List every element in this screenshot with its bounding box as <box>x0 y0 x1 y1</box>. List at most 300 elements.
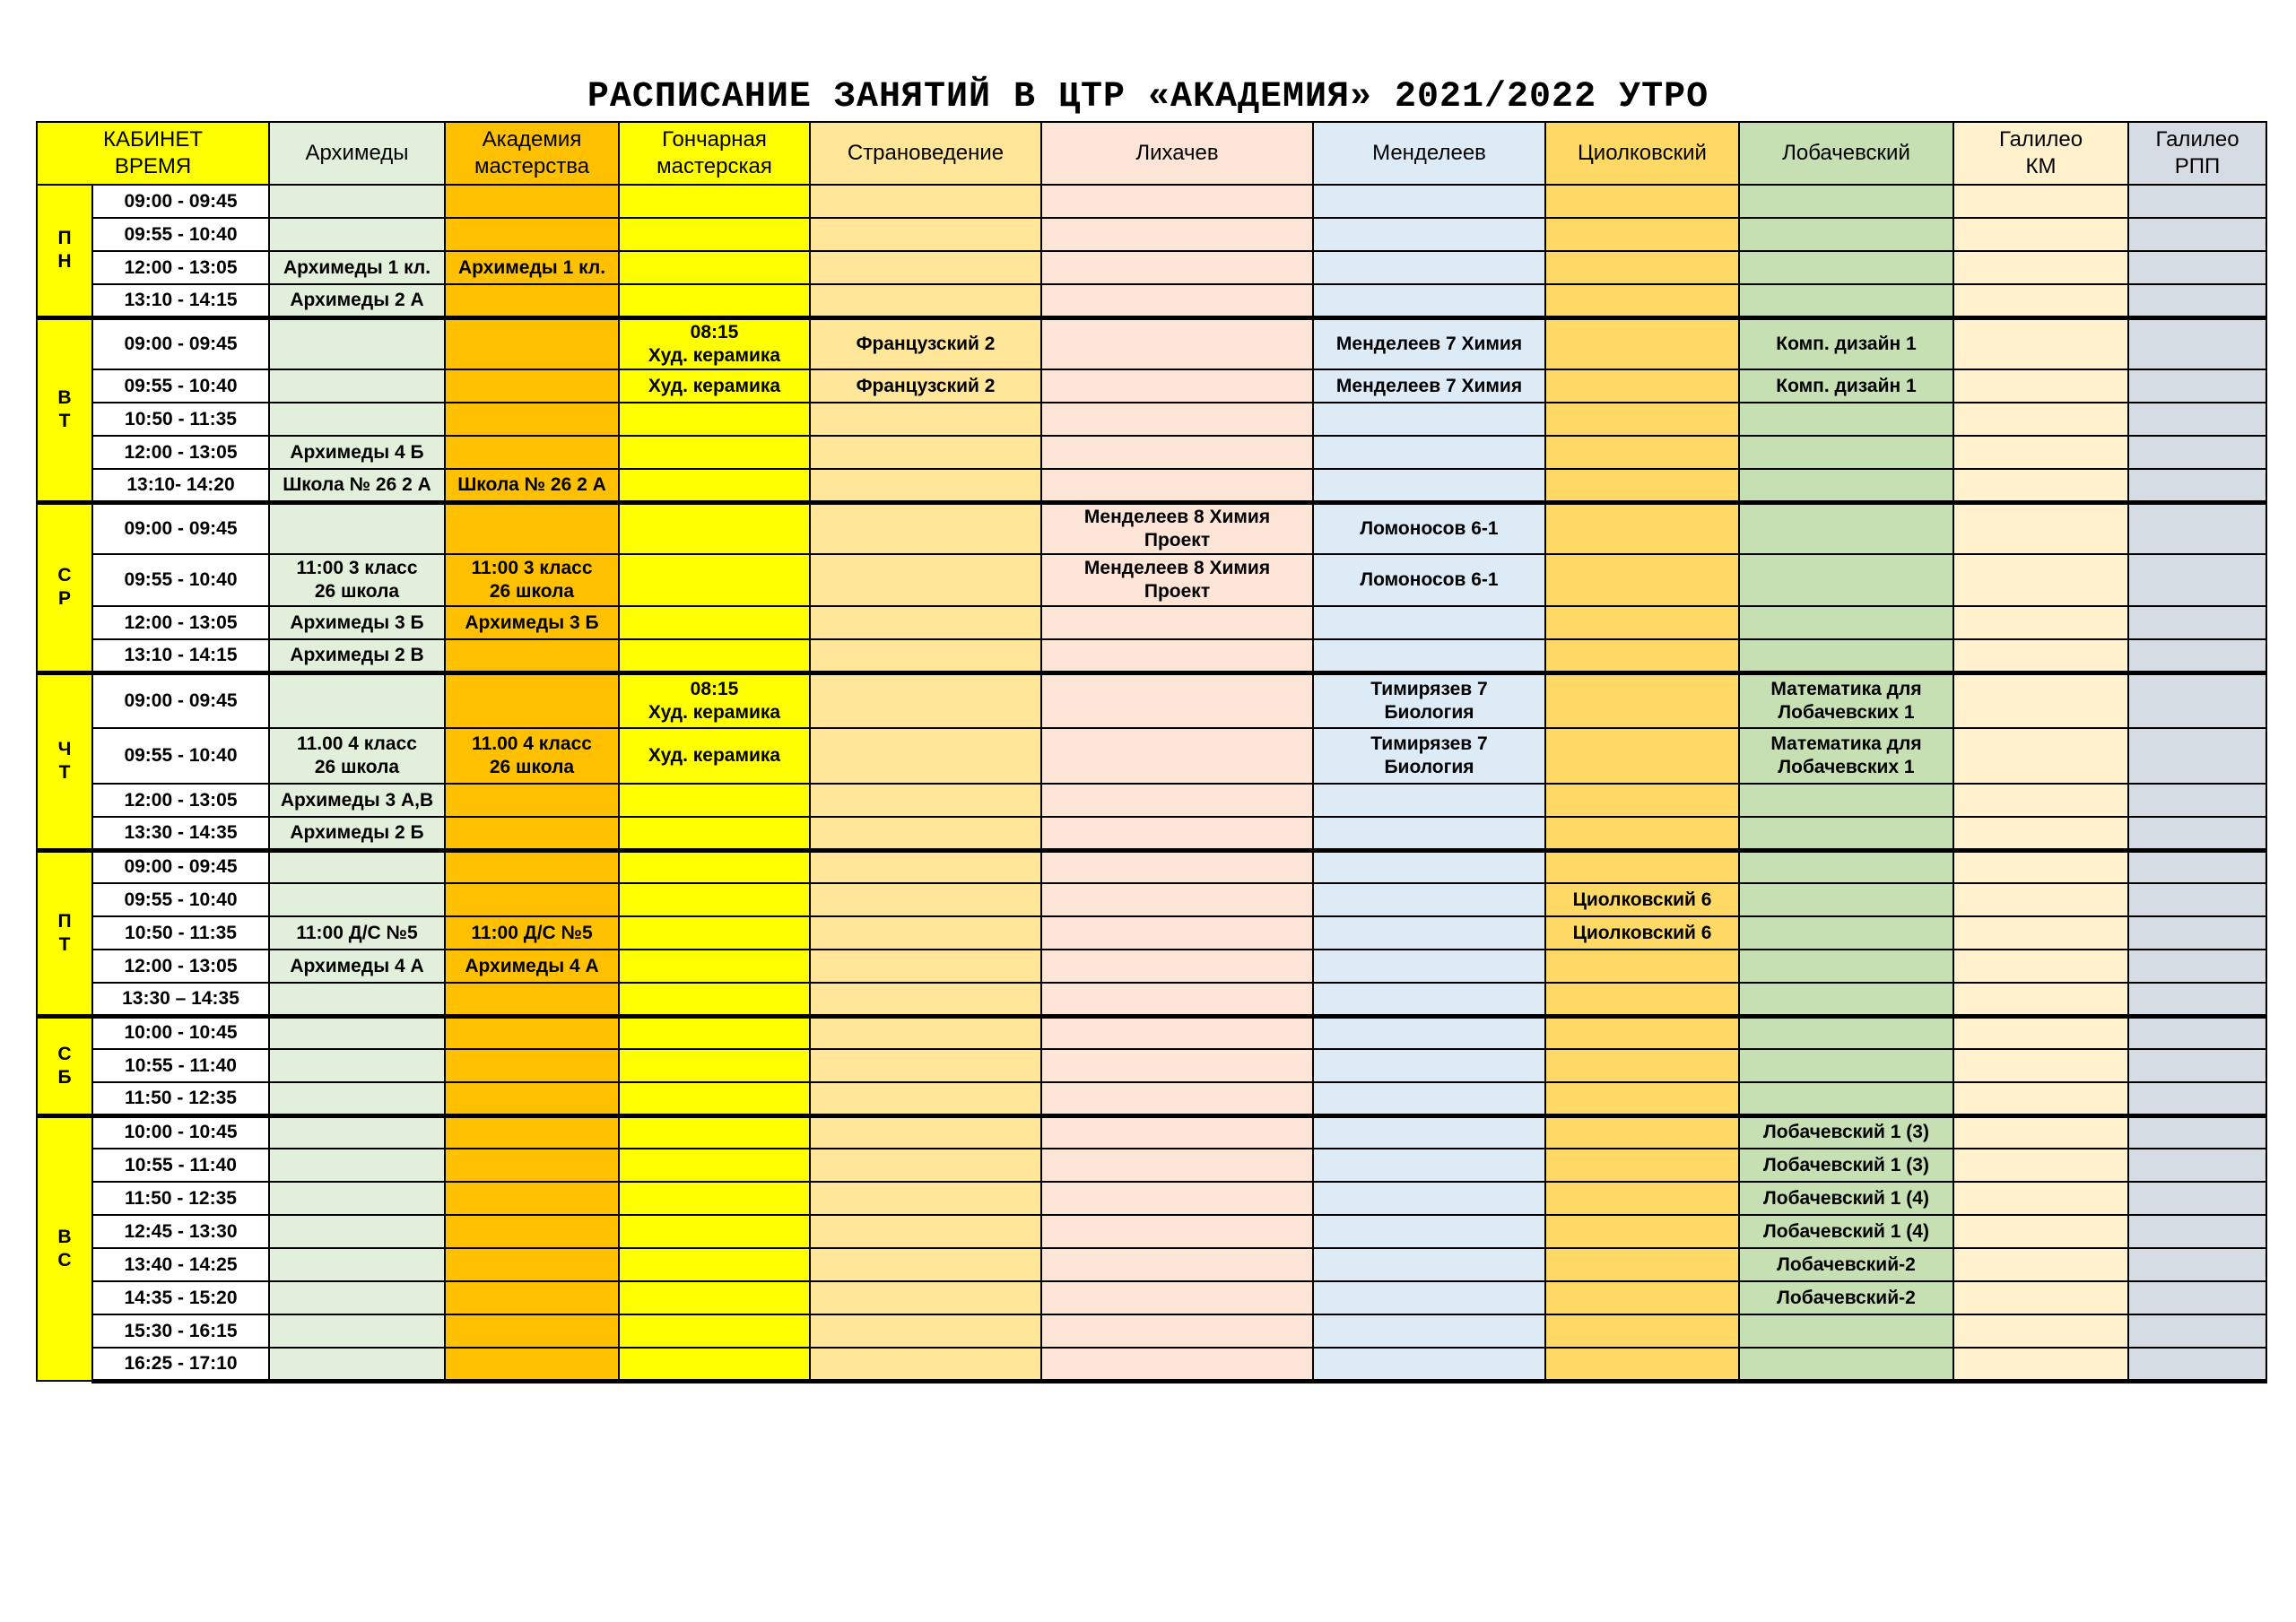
schedule-cell <box>619 1182 810 1215</box>
schedule-cell <box>619 1115 810 1149</box>
schedule-cell <box>1041 672 1313 728</box>
schedule-cell <box>1041 251 1313 284</box>
schedule-cell <box>269 1348 445 1381</box>
schedule-cell <box>2128 502 2266 554</box>
day-label <box>37 1115 92 1381</box>
time-slot: 13:30 - 14:35 <box>92 817 269 850</box>
schedule-cell <box>445 1182 619 1215</box>
schedule-cell <box>2128 185 2266 218</box>
schedule-cell: Лобачевский 1 (4) <box>1739 1215 1953 1248</box>
schedule-cell <box>445 369 619 403</box>
schedule-cell <box>2128 1348 2266 1381</box>
schedule-cell <box>269 1082 445 1115</box>
schedule-cell <box>1313 218 1545 251</box>
schedule-cell <box>1313 436 1545 469</box>
schedule-cell <box>1545 284 1739 317</box>
schedule-cell <box>1739 883 1953 916</box>
schedule-cell <box>1041 817 1313 850</box>
schedule-cell <box>810 983 1041 1016</box>
table-row <box>37 817 2266 850</box>
schedule-cell <box>1953 1049 2128 1082</box>
schedule-cell <box>2128 284 2266 317</box>
schedule-cell <box>269 403 445 436</box>
schedule-cell <box>445 317 619 369</box>
schedule-cell <box>619 1281 810 1314</box>
time-slot: 09:55 - 10:40 <box>92 728 269 784</box>
room-header: Страноведение <box>810 122 1041 185</box>
schedule-cell <box>810 672 1041 728</box>
schedule-cell <box>1041 1281 1313 1314</box>
schedule-cell <box>1739 185 1953 218</box>
schedule-cell: 08:15 Худ. керамика <box>619 317 810 369</box>
schedule-cell <box>445 1082 619 1115</box>
schedule-cell <box>619 883 810 916</box>
schedule-cell <box>1041 1182 1313 1215</box>
table-row <box>37 784 2266 817</box>
schedule-cell <box>1953 284 2128 317</box>
schedule-cell <box>2128 1016 2266 1049</box>
schedule-cell <box>1041 436 1313 469</box>
time-slot: 12:00 - 13:05 <box>92 784 269 817</box>
schedule-cell <box>619 784 810 817</box>
schedule-cell: Архимеды 2 В <box>269 639 445 672</box>
schedule-cell <box>269 1215 445 1248</box>
schedule-cell <box>1041 469 1313 502</box>
schedule-cell <box>1041 1016 1313 1049</box>
schedule-cell <box>269 502 445 554</box>
schedule-cell <box>1953 185 2128 218</box>
schedule-cell <box>1313 883 1545 916</box>
schedule-cell <box>1041 850 1313 883</box>
table-row <box>37 554 2266 606</box>
schedule-cell <box>1041 606 1313 639</box>
schedule-cell: Архимеды 1 кл. <box>269 251 445 284</box>
schedule-cell <box>445 502 619 554</box>
day-label <box>37 185 92 317</box>
day-label-text: В С <box>57 1226 72 1271</box>
time-slot: 13:10 - 14:15 <box>92 284 269 317</box>
schedule-cell <box>810 784 1041 817</box>
schedule-cell <box>445 185 619 218</box>
schedule-cell: Менделеев 8 Химия Проект <box>1041 502 1313 554</box>
schedule-cell <box>619 1348 810 1381</box>
day-label <box>37 502 92 672</box>
schedule-cell <box>810 185 1041 218</box>
schedule-cell: Менделеев 8 Химия Проект <box>1041 554 1313 606</box>
schedule-cell: Школа № 26 2 А <box>445 469 619 502</box>
schedule-cell <box>1953 950 2128 983</box>
schedule-cell <box>445 1248 619 1281</box>
schedule-cell <box>2128 1314 2266 1348</box>
schedule-cell <box>1545 950 1739 983</box>
schedule-cell <box>2128 672 2266 728</box>
schedule-cell <box>2128 728 2266 784</box>
time-slot: 15:30 - 16:15 <box>92 1314 269 1348</box>
schedule-cell: Французский 2 <box>810 369 1041 403</box>
schedule-cell <box>1313 1248 1545 1281</box>
table-row <box>37 1049 2266 1082</box>
schedule-cell <box>269 317 445 369</box>
room-header: Менделеев <box>1313 122 1545 185</box>
schedule-cell <box>1953 1082 2128 1115</box>
schedule-cell <box>1041 218 1313 251</box>
table-row <box>37 1314 2266 1348</box>
schedule-cell <box>1545 1314 1739 1348</box>
table-row <box>37 1016 2266 1049</box>
schedule-cell <box>810 1215 1041 1248</box>
table-row <box>37 502 2266 554</box>
day-label-text: С Р <box>57 565 72 609</box>
schedule-cell: 11:00 3 класс 26 школа <box>269 554 445 606</box>
schedule-cell <box>445 403 619 436</box>
schedule-cell: Худ. керамика <box>619 728 810 784</box>
schedule-cell <box>1313 1115 1545 1149</box>
schedule-cell <box>445 639 619 672</box>
schedule-cell <box>619 950 810 983</box>
schedule-cell: Комп. дизайн 1 <box>1739 317 1953 369</box>
schedule-cell <box>445 817 619 850</box>
day-label-text: Ч Т <box>57 739 72 783</box>
table-row <box>37 1281 2266 1314</box>
schedule-cell <box>2128 1248 2266 1281</box>
room-header: Лихачев <box>1041 122 1313 185</box>
table-row <box>37 185 2266 218</box>
schedule-cell <box>1313 1082 1545 1115</box>
time-slot: 10:55 - 11:40 <box>92 1049 269 1082</box>
schedule-cell: Архимеды 2 Б <box>269 817 445 850</box>
schedule-cell <box>1545 469 1739 502</box>
schedule-cell <box>445 284 619 317</box>
room-header: Академия мастерства <box>445 122 619 185</box>
schedule-cell <box>2128 436 2266 469</box>
schedule-cell <box>1313 850 1545 883</box>
time-slot: 11:50 - 12:35 <box>92 1182 269 1215</box>
schedule-cell <box>269 1115 445 1149</box>
schedule-cell <box>619 606 810 639</box>
schedule-cell <box>619 1049 810 1082</box>
time-slot: 09:00 - 09:45 <box>92 317 269 369</box>
schedule-cell: Лобачевский 1 (3) <box>1739 1149 1953 1182</box>
schedule-cell: Архимеды 4 А <box>269 950 445 983</box>
time-slot: 16:25 - 17:10 <box>92 1348 269 1381</box>
schedule-cell <box>1739 1314 1953 1348</box>
schedule-cell: 11.00 4 класс 26 школа <box>269 728 445 784</box>
schedule-cell <box>1313 606 1545 639</box>
schedule-cell <box>269 1049 445 1082</box>
schedule-cell <box>810 817 1041 850</box>
schedule-cell <box>269 672 445 728</box>
schedule-cell <box>445 218 619 251</box>
schedule-cell <box>1953 369 2128 403</box>
schedule-cell <box>619 1149 810 1182</box>
schedule-cell <box>269 983 445 1016</box>
schedule-cell: Лобачевский-2 <box>1739 1281 1953 1314</box>
schedule-cell <box>1313 983 1545 1016</box>
time-slot: 09:00 - 09:45 <box>92 850 269 883</box>
time-slot: 13:30 – 14:35 <box>92 983 269 1016</box>
schedule-cell <box>1953 728 2128 784</box>
schedule-cell <box>810 883 1041 916</box>
schedule-cell <box>269 883 445 916</box>
schedule-cell <box>1313 1049 1545 1082</box>
schedule-cell <box>2128 1281 2266 1314</box>
table-row <box>37 1215 2266 1248</box>
time-slot: 10:00 - 10:45 <box>92 1115 269 1149</box>
schedule-cell <box>1041 950 1313 983</box>
schedule-cell: Тимирязев 7 Биология <box>1313 728 1545 784</box>
schedule-cell <box>1545 1248 1739 1281</box>
schedule-cell <box>1545 369 1739 403</box>
schedule-cell <box>1041 883 1313 916</box>
schedule-cell <box>1041 1314 1313 1348</box>
day-label-text: П Т <box>57 910 72 955</box>
schedule-cell: Циолковский 6 <box>1545 883 1739 916</box>
schedule-cell <box>1953 1281 2128 1314</box>
room-header: Лобачевский <box>1739 122 1953 185</box>
table-row <box>37 1182 2266 1215</box>
schedule-cell <box>445 983 619 1016</box>
room-header: Галилео РПП <box>2128 122 2266 185</box>
schedule-cell <box>1545 1215 1739 1248</box>
corner-header: КАБИНЕТ ВРЕМЯ <box>37 122 269 185</box>
table-row <box>37 1149 2266 1182</box>
schedule-cell <box>445 883 619 916</box>
schedule-cell <box>810 1182 1041 1215</box>
time-slot: 10:50 - 11:35 <box>92 916 269 950</box>
schedule-cell <box>1545 672 1739 728</box>
schedule-cell <box>810 916 1041 950</box>
schedule-cell: Лобачевский 1 (4) <box>1739 1182 1953 1215</box>
schedule-cell <box>2128 1182 2266 1215</box>
schedule-cell <box>1041 1082 1313 1115</box>
day-label-text: В Т <box>57 387 72 431</box>
schedule-cell <box>1953 436 2128 469</box>
table-row <box>37 1082 2266 1115</box>
schedule-cell <box>1313 1016 1545 1049</box>
schedule-cell <box>445 1281 619 1314</box>
schedule-cell <box>2128 317 2266 369</box>
schedule-cell <box>1953 1016 2128 1049</box>
schedule-cell <box>619 639 810 672</box>
schedule-cell <box>445 1314 619 1348</box>
schedule-cell: Комп. дизайн 1 <box>1739 369 1953 403</box>
schedule-cell <box>445 436 619 469</box>
schedule-cell <box>1041 369 1313 403</box>
time-slot: 12:00 - 13:05 <box>92 950 269 983</box>
schedule-cell <box>619 817 810 850</box>
schedule-cell: Архимеды 4 А <box>445 950 619 983</box>
time-slot: 09:55 - 10:40 <box>92 369 269 403</box>
schedule-cell <box>445 1049 619 1082</box>
table-row <box>37 436 2266 469</box>
schedule-cell: 08:15 Худ. керамика <box>619 672 810 728</box>
table-row <box>37 251 2266 284</box>
schedule-cell <box>1041 1149 1313 1182</box>
schedule-cell <box>1545 1182 1739 1215</box>
table-row <box>37 728 2266 784</box>
time-slot: 13:10 - 14:15 <box>92 639 269 672</box>
schedule-cell <box>810 1082 1041 1115</box>
schedule-cell <box>1545 728 1739 784</box>
schedule-cell <box>810 1115 1041 1149</box>
schedule-cell <box>1041 1248 1313 1281</box>
schedule-cell <box>269 1016 445 1049</box>
schedule-cell <box>1313 1149 1545 1182</box>
schedule-cell <box>1041 185 1313 218</box>
schedule-cell <box>1545 817 1739 850</box>
schedule-cell: Худ. керамика <box>619 369 810 403</box>
schedule-cell <box>1953 817 2128 850</box>
schedule-cell <box>1953 883 2128 916</box>
schedule-cell <box>1313 784 1545 817</box>
schedule-cell <box>1313 1215 1545 1248</box>
schedule-cell <box>1545 606 1739 639</box>
schedule-cell <box>1953 639 2128 672</box>
schedule-cell: Менделеев 7 Химия <box>1313 317 1545 369</box>
schedule-cell <box>1953 850 2128 883</box>
schedule-cell <box>1041 639 1313 672</box>
schedule-cell <box>1953 502 2128 554</box>
table-row <box>37 883 2266 916</box>
table-row <box>37 1248 2266 1281</box>
schedule-cell <box>1739 983 1953 1016</box>
schedule-cell <box>1739 284 1953 317</box>
schedule-cell: Математика для Лобачевских 1 <box>1739 672 1953 728</box>
schedule-cell <box>810 1314 1041 1348</box>
schedule-cell <box>1953 317 2128 369</box>
schedule-cell: Менделеев 7 Химия <box>1313 369 1545 403</box>
schedule-cell <box>445 1149 619 1182</box>
schedule-cell <box>1953 1149 2128 1182</box>
schedule-cell: 11:00 Д/С №5 <box>445 916 619 950</box>
schedule-cell <box>1041 284 1313 317</box>
schedule-cell <box>269 1182 445 1215</box>
schedule-cell <box>1545 983 1739 1016</box>
schedule-cell <box>1313 950 1545 983</box>
schedule-cell: Циолковский 6 <box>1545 916 1739 950</box>
schedule-cell <box>810 606 1041 639</box>
schedule-cell <box>2128 883 2266 916</box>
table-row <box>37 317 2266 369</box>
schedule-cell: Ломоносов 6-1 <box>1313 554 1545 606</box>
schedule-cell <box>619 185 810 218</box>
schedule-cell <box>1041 1348 1313 1381</box>
schedule-cell <box>1041 983 1313 1016</box>
schedule-cell <box>2128 916 2266 950</box>
schedule-cell <box>1545 251 1739 284</box>
schedule-cell <box>1545 554 1739 606</box>
schedule-cell <box>269 1149 445 1182</box>
schedule-cell <box>1545 436 1739 469</box>
schedule-cell <box>619 1248 810 1281</box>
schedule-cell <box>810 218 1041 251</box>
time-slot: 13:40 - 14:25 <box>92 1248 269 1281</box>
schedule-cell: Ломоносов 6-1 <box>1313 502 1545 554</box>
schedule-cell <box>1739 817 1953 850</box>
schedule-cell <box>1545 639 1739 672</box>
schedule-cell <box>1953 403 2128 436</box>
schedule-cell <box>445 1016 619 1049</box>
schedule-cell <box>2128 983 2266 1016</box>
schedule-cell <box>1953 606 2128 639</box>
schedule-cell <box>619 983 810 1016</box>
schedule-cell <box>1739 554 1953 606</box>
schedule-cell <box>619 469 810 502</box>
schedule-cell <box>1313 251 1545 284</box>
schedule-cell <box>445 1215 619 1248</box>
header-row <box>37 122 2266 185</box>
schedule-cell <box>619 284 810 317</box>
schedule-cell <box>1041 403 1313 436</box>
time-slot: 14:35 - 15:20 <box>92 1281 269 1314</box>
schedule-cell <box>2128 606 2266 639</box>
schedule-cell <box>619 436 810 469</box>
table-row <box>37 218 2266 251</box>
time-slot: 09:55 - 10:40 <box>92 218 269 251</box>
schedule-cell <box>2128 403 2266 436</box>
schedule-cell <box>810 1281 1041 1314</box>
schedule-cell <box>1313 403 1545 436</box>
schedule-cell <box>1953 1115 2128 1149</box>
schedule-cell <box>1545 1281 1739 1314</box>
schedule-cell <box>1739 606 1953 639</box>
schedule-cell <box>1739 218 1953 251</box>
schedule-cell <box>2128 1049 2266 1082</box>
schedule-cell <box>1313 639 1545 672</box>
schedule-cell <box>2128 1149 2266 1182</box>
schedule-cell <box>1545 1082 1739 1115</box>
schedule-cell <box>2128 1215 2266 1248</box>
schedule-cell <box>810 403 1041 436</box>
schedule-cell <box>1953 1182 2128 1215</box>
schedule-cell <box>1953 1348 2128 1381</box>
schedule-cell <box>619 251 810 284</box>
schedule-cell <box>1739 436 1953 469</box>
schedule-cell <box>2128 1115 2266 1149</box>
schedule-cell <box>1953 469 2128 502</box>
schedule-cell <box>1739 502 1953 554</box>
schedule-cell <box>2128 639 2266 672</box>
schedule-cell <box>810 1016 1041 1049</box>
table-row <box>37 403 2266 436</box>
schedule-cell <box>269 1248 445 1281</box>
schedule-cell <box>1545 317 1739 369</box>
schedule-cell <box>1041 1215 1313 1248</box>
schedule-cell <box>269 1281 445 1314</box>
schedule-cell: 11:00 Д/С №5 <box>269 916 445 950</box>
schedule-cell <box>810 251 1041 284</box>
schedule-cell <box>1041 728 1313 784</box>
schedule-cell: Архимеды 2 А <box>269 284 445 317</box>
schedule-cell <box>810 436 1041 469</box>
schedule-cell <box>1313 1182 1545 1215</box>
day-label-text: П Н <box>57 228 72 273</box>
schedule-cell: Архимеды 3 А,В <box>269 784 445 817</box>
schedule-cell <box>1739 251 1953 284</box>
time-slot: 10:50 - 11:35 <box>92 403 269 436</box>
schedule-cell <box>445 850 619 883</box>
room-header: Гончарная мастерская <box>619 122 810 185</box>
schedule-cell <box>1953 554 2128 606</box>
schedule-cell: Французский 2 <box>810 317 1041 369</box>
schedule-cell <box>619 1314 810 1348</box>
schedule-cell <box>1953 983 2128 1016</box>
schedule-cell <box>2128 251 2266 284</box>
schedule-cell <box>445 672 619 728</box>
table-row <box>37 916 2266 950</box>
table-row <box>37 1115 2266 1149</box>
schedule-cell <box>619 916 810 950</box>
